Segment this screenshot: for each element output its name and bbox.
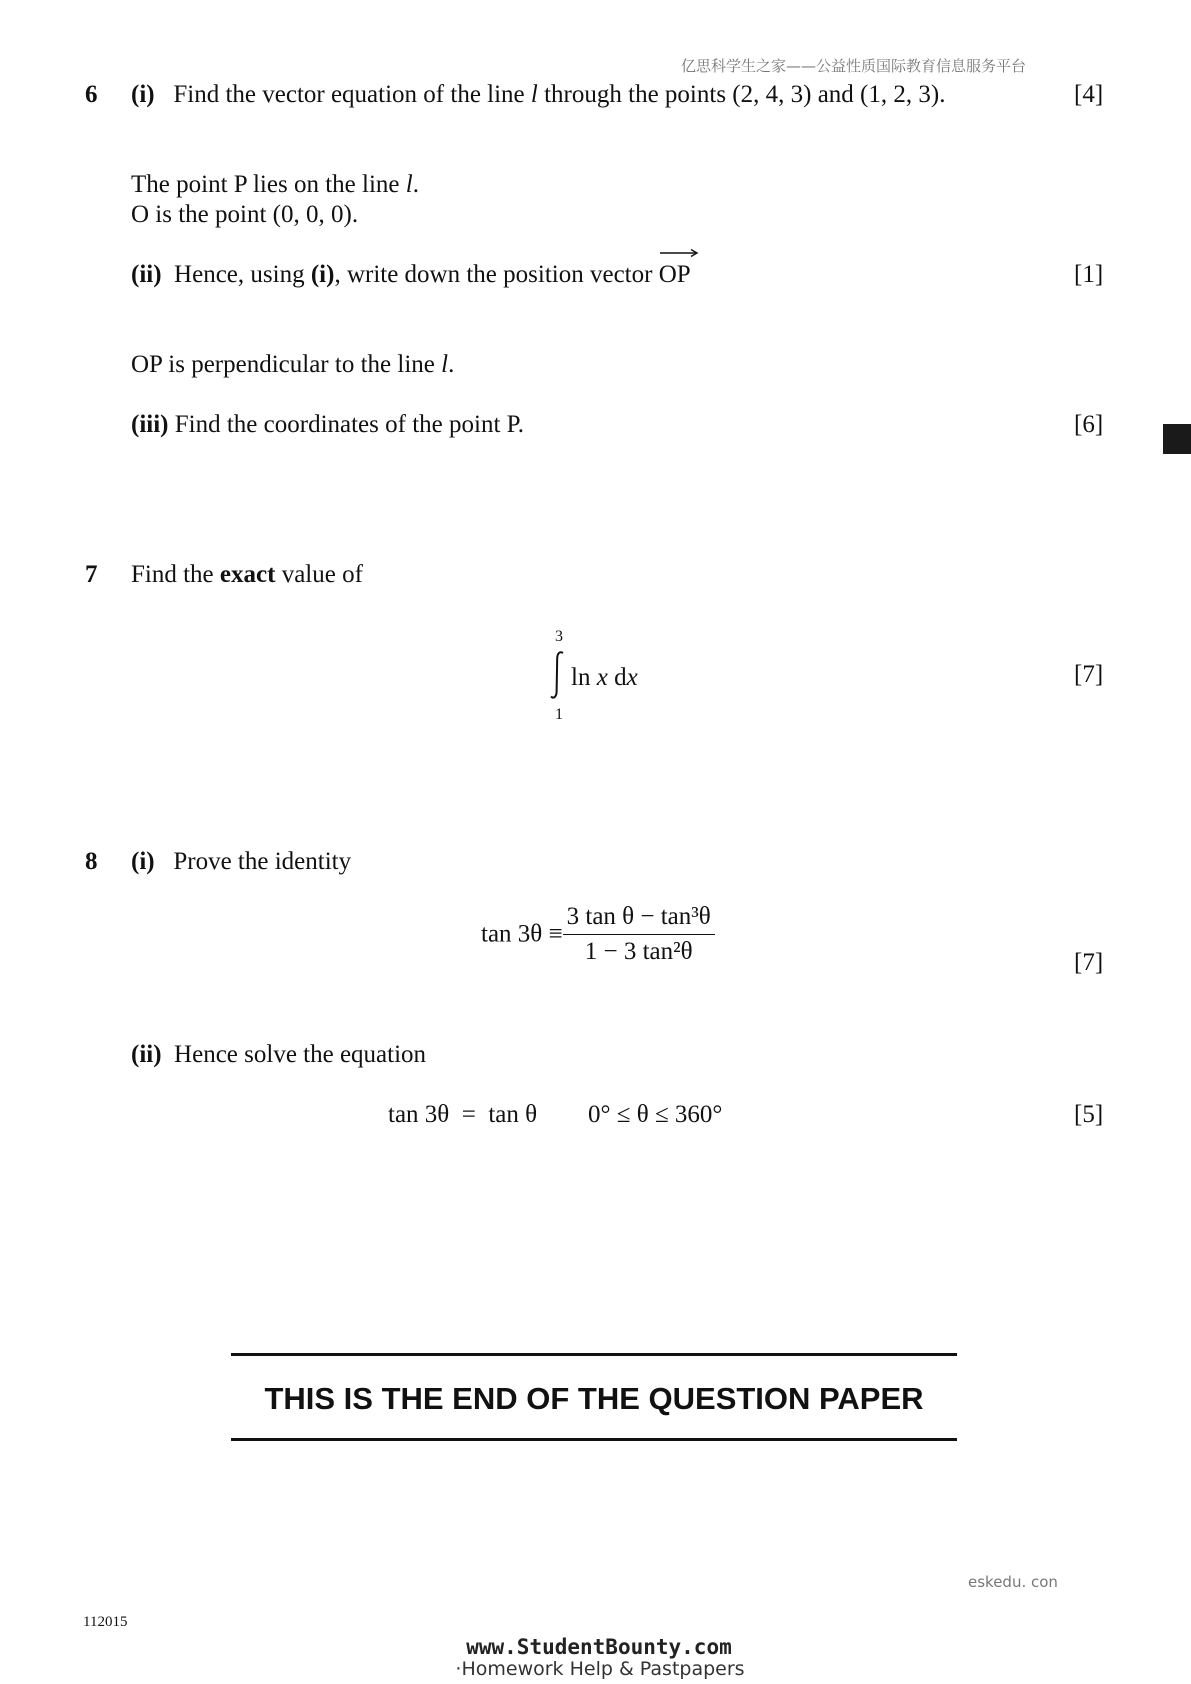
- identity-denominator: 1 − 3 tan²θ: [584, 938, 693, 965]
- q8-part-ii-label: (ii): [131, 1041, 162, 1068]
- q6-part-ii-ref: (i): [310, 261, 335, 288]
- question-7-number: 7: [85, 561, 98, 588]
- q8-range: 0° ≤ θ ≤ 360°: [588, 1101, 723, 1128]
- studentbounty-url[interactable]: www.StudentBounty.com: [466, 1635, 732, 1659]
- q6-part-i-marks: [4]: [1074, 81, 1104, 108]
- q6-part-i-text-a: Find the vector equation of the line: [173, 81, 531, 108]
- integrand-d: d: [607, 664, 627, 691]
- q7-text: [131, 560, 363, 590]
- q8-equation: tan 3θ = tan θ: [388, 1101, 538, 1128]
- integral-expression: [549, 628, 729, 728]
- q8-part-ii-marks: [5]: [1074, 1101, 1104, 1128]
- q6-part-iii: [131, 410, 524, 440]
- identity-fraction: [563, 902, 715, 967]
- q6-part-iii-text: Find the coordinates of the point P.: [174, 411, 525, 438]
- watermark-bottom: eskedu. con: [968, 1573, 1058, 1591]
- q6-info3-var: l: [441, 351, 449, 378]
- integrand-ln: ln: [571, 664, 597, 691]
- question-6-number: 6: [85, 81, 98, 108]
- q7-marks: [7]: [1074, 661, 1104, 688]
- q6-part-i-var: l: [530, 81, 538, 108]
- identity-numerator: 3 tan θ − tan³θ: [563, 902, 715, 935]
- q8-part-i-marks: [7]: [1074, 949, 1104, 976]
- q6-info3-text: OP is perpendicular to the line: [131, 351, 442, 378]
- identity-lhs: tan 3θ ≡: [481, 920, 563, 948]
- q8-part-ii: [131, 1040, 426, 1070]
- q6-part-ii-marks: [1]: [1074, 261, 1104, 288]
- integrand: [571, 663, 638, 693]
- q6-info1-end: .: [412, 171, 419, 198]
- q6-part-i: [131, 80, 945, 110]
- integral-lower-limit: 1: [555, 706, 563, 723]
- q6-part-ii: [131, 260, 691, 290]
- question-8-number: 8: [85, 848, 98, 875]
- integral-upper-limit: 3: [555, 628, 563, 645]
- integral-sign-icon: [549, 650, 567, 700]
- vector-arrow-icon: [659, 248, 699, 258]
- end-of-paper-title: THIS IS THE END OF THE QUESTION PAPER: [264, 1381, 924, 1416]
- q6-info1-text: The point P lies on the line: [131, 171, 406, 198]
- end-rule-top: [231, 1353, 957, 1356]
- studentbounty-tagline: ·Homework Help & Pastpapers: [455, 1658, 745, 1680]
- q7-bold-exact: exact: [219, 561, 276, 588]
- identity-expression: [481, 902, 715, 967]
- end-rule-bottom: [231, 1438, 957, 1441]
- q8-part-i-text: Prove the identity: [173, 848, 352, 875]
- q6-info3-end: .: [448, 351, 455, 378]
- q6-info-line-1: [131, 170, 419, 200]
- integrand-dvar: x: [626, 664, 638, 691]
- q6-part-ii-text-b: , write down the position vector: [334, 261, 659, 288]
- page-edge-marker: [1163, 424, 1191, 454]
- q6-part-ii-label: (ii): [131, 261, 162, 288]
- q8-part-i-label: (i): [131, 848, 155, 875]
- q6-info-line-2: O is the point (0, 0, 0).: [131, 201, 359, 228]
- q6-info1-var: l: [405, 171, 413, 198]
- q6-part-iii-marks: [6]: [1074, 411, 1104, 438]
- q8-part-ii-text: Hence solve the equation: [174, 1041, 427, 1068]
- q6-info-line-3: [131, 350, 454, 380]
- q6-part-ii-text-a: Hence, using: [174, 261, 311, 288]
- q7-text-a: Find the: [131, 561, 220, 588]
- page-code: 112015: [83, 1614, 128, 1630]
- vector-op: [659, 260, 691, 290]
- q6-part-i-label: (i): [131, 81, 155, 108]
- watermark-top: 亿思科学生之家——公益性质国际教育信息服务平台: [681, 57, 1027, 75]
- integrand-var: x: [596, 664, 608, 691]
- vector-op-label: OP: [658, 261, 691, 288]
- q7-text-b: value of: [275, 561, 363, 588]
- q6-part-iii-label: (iii): [131, 411, 169, 438]
- q6-part-i-text-b: through the points (2, 4, 3) and (1, 2, 3).: [537, 81, 946, 108]
- q8-part-i: [131, 847, 351, 877]
